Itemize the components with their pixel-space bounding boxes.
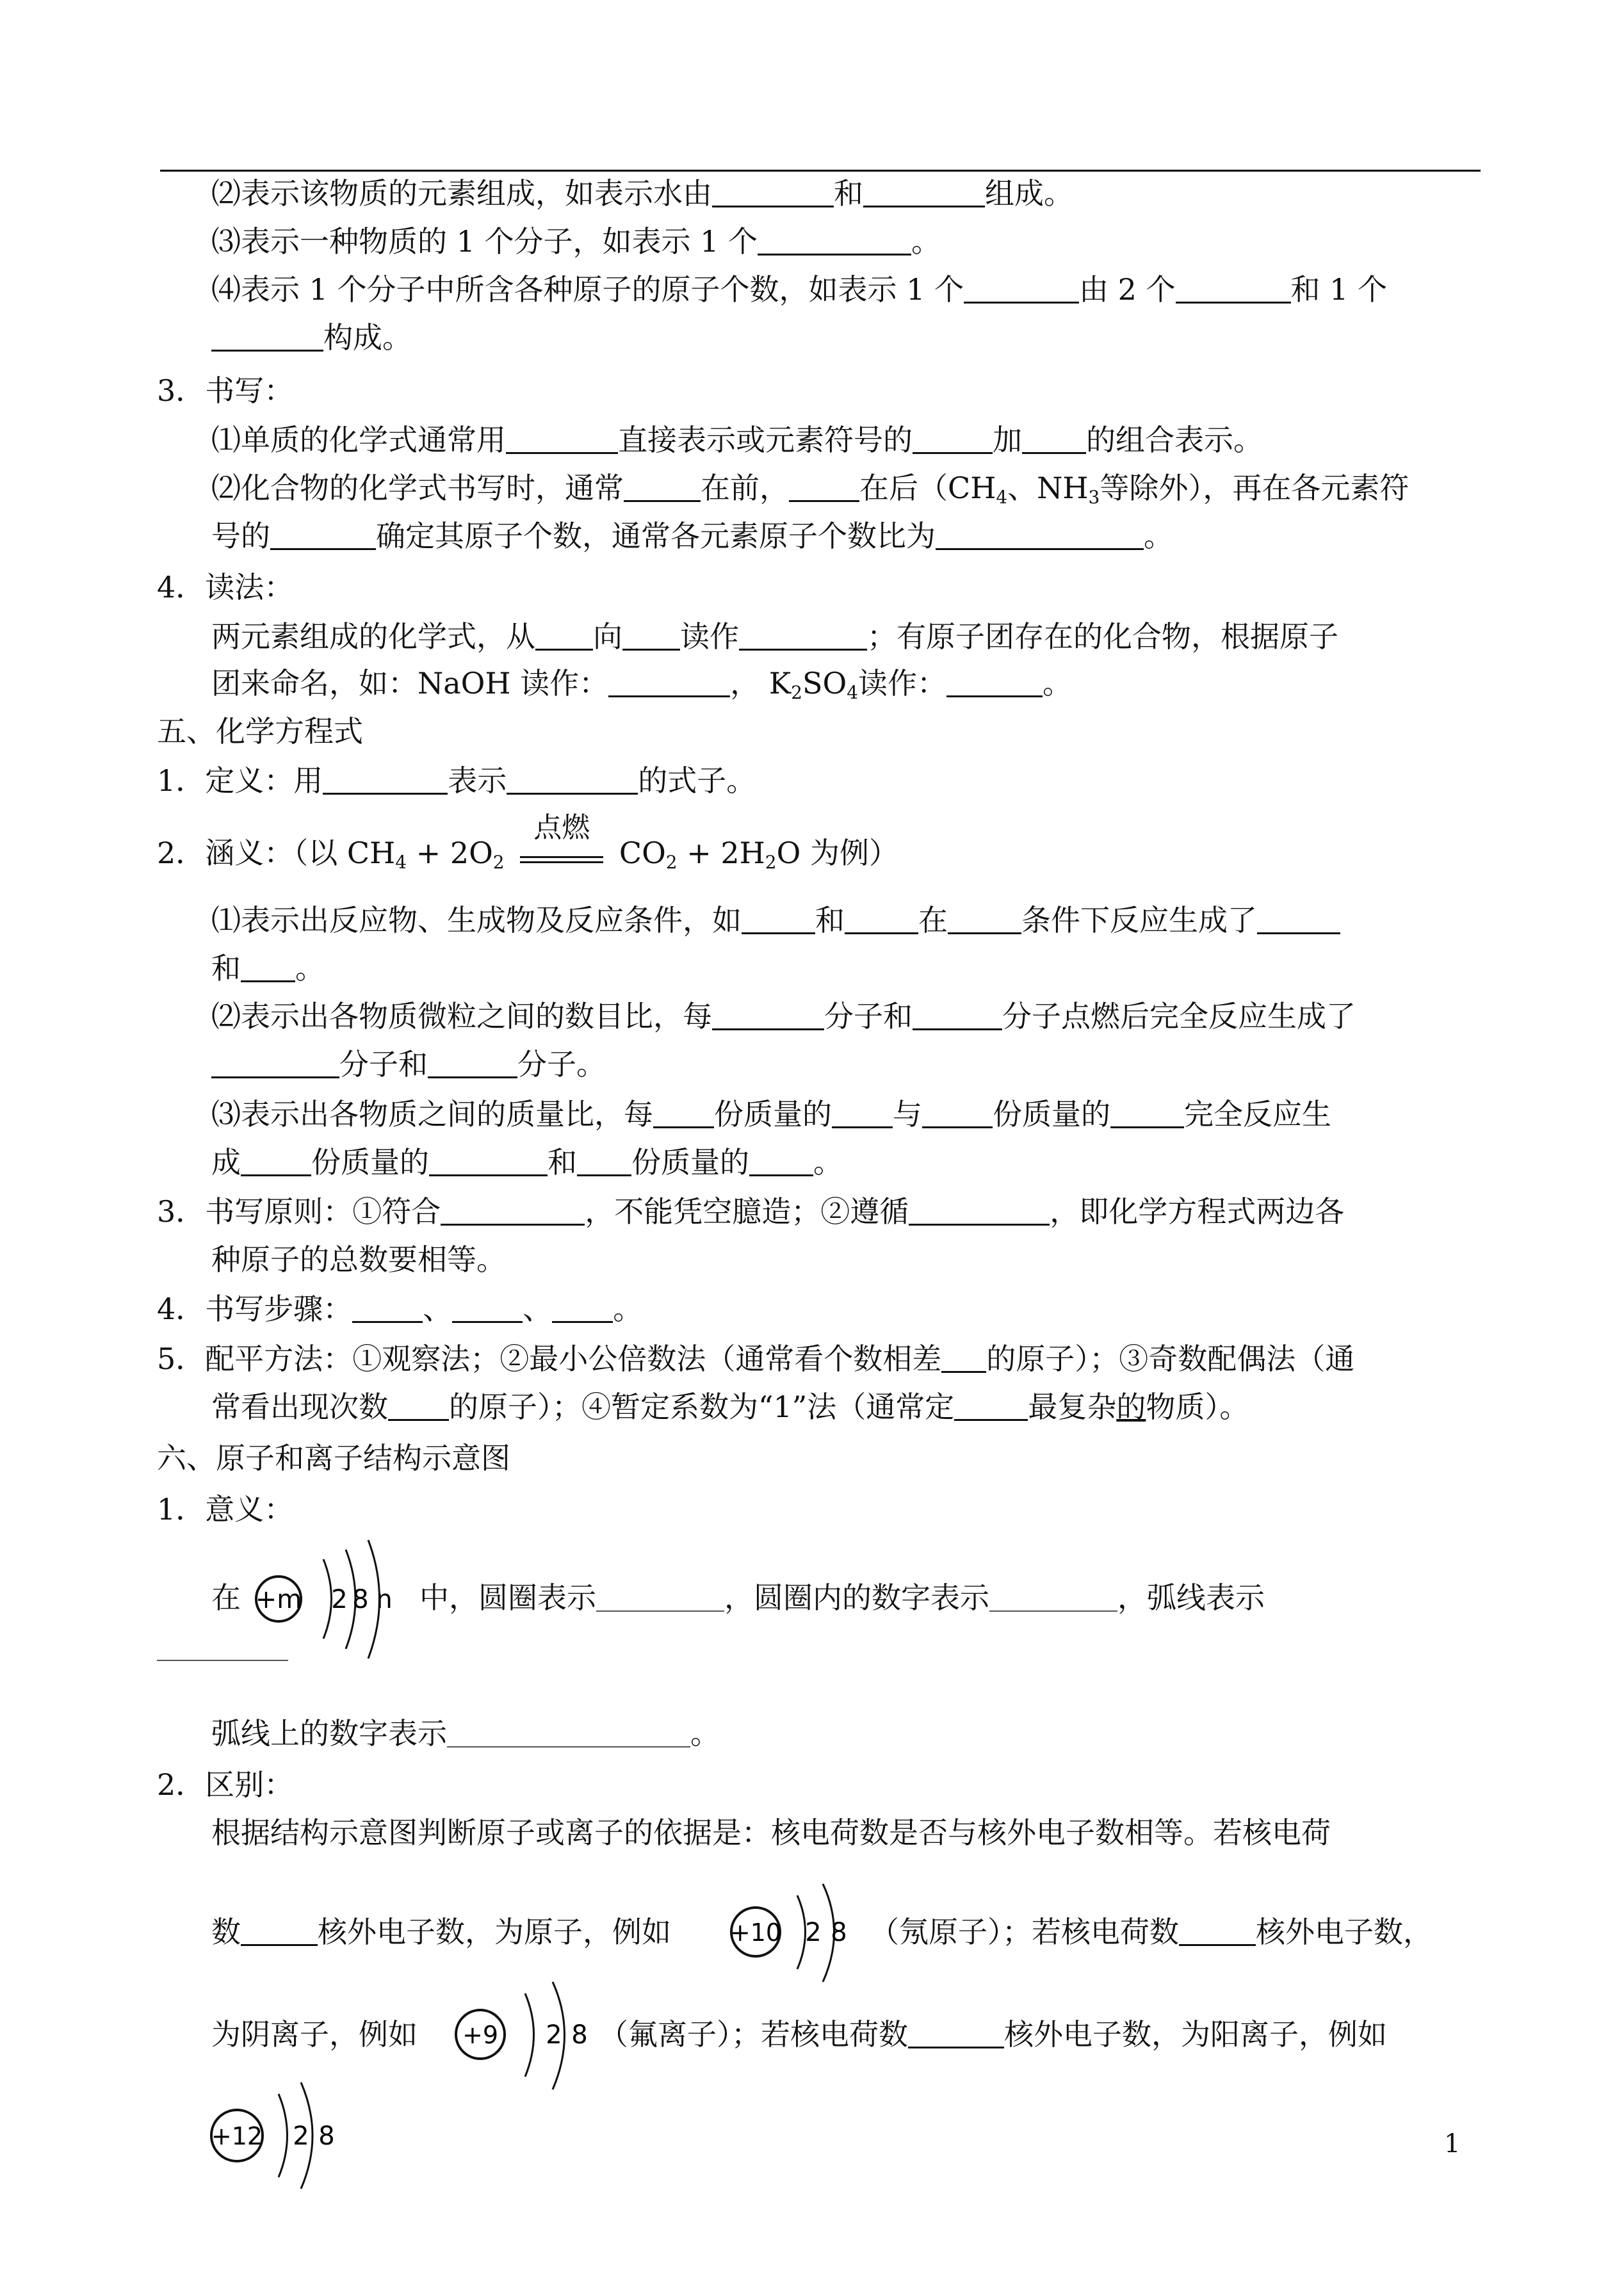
svg-text:8: 8 [571, 2020, 588, 2050]
blank[interactable] [742, 904, 815, 934]
sec5-m3b: 成 份质量的 和 份质量的 。 [211, 1145, 843, 1180]
reaction-arrow: 点燃 [520, 837, 603, 863]
svg-text:2: 2 [293, 2121, 309, 2151]
blank[interactable] [863, 177, 985, 207]
svg-text:+m: +m [255, 1585, 302, 1614]
blank[interactable] [270, 520, 376, 550]
svg-text:2: 2 [331, 1585, 348, 1614]
sec6-diff-title: 2．区别： [157, 1767, 294, 1802]
magnesium-ion-diagram [199, 2068, 352, 2203]
sec5-balance: 5．配平方法：①观察法；②最小公倍数法（通常看个数相差 的原子）；③奇数配偶法（通 [157, 1342, 1355, 1376]
blank[interactable] [1022, 424, 1086, 454]
svg-text:8: 8 [318, 2121, 335, 2151]
blank[interactable] [552, 1293, 613, 1323]
svg-text:+12: +12 [211, 2122, 263, 2150]
blank[interactable] [241, 1146, 311, 1176]
blank[interactable] [712, 1000, 824, 1030]
line-4-4: ⑷表示 1 个分子中所含各种原子的原子个数，如表示 1 个 由 2 个 和 1 个 [211, 272, 1388, 307]
sec5-principle: 3．书写原则：①符合 ，不能凭空臆造；②遵循 ，即化学方程式两边各 [157, 1194, 1345, 1229]
heading-write: 3．书写： [157, 373, 294, 408]
line-4-3: ⑶表示一种物质的 1 个分子，如表示 1 个 。 [211, 224, 941, 259]
blank[interactable] [429, 1146, 548, 1176]
blank[interactable] [908, 2018, 1004, 2048]
sec5-m3: ⑶表示出各物质之间的质量比，每 份质量的 与 份质量的 完全反应生 [211, 1097, 1331, 1131]
sec5-m1b: 和 。 [211, 951, 325, 985]
blank[interactable] [608, 667, 730, 697]
blank[interactable] [323, 765, 448, 795]
read-line-1: 两元素组成的化学式，从 向 读作 ；有原子团存在的化合物，根据原子 [211, 619, 1338, 654]
svg-text:8: 8 [831, 1918, 847, 1947]
blank[interactable] [241, 952, 295, 982]
blank[interactable] [758, 225, 911, 255]
sec6-blank-row [157, 1626, 288, 1667]
write-line-1: ⑴单质的化学式通常用 直接表示或元素符号的 加 的组合表示。 [211, 423, 1263, 457]
blank[interactable] [1176, 273, 1291, 304]
blank[interactable] [1110, 1098, 1184, 1128]
blank[interactable] [211, 321, 323, 352]
blank[interactable] [909, 1196, 1050, 1226]
blank[interactable] [739, 620, 867, 651]
svg-text:n: n [376, 1585, 393, 1614]
blank[interactable] [845, 904, 918, 934]
fluoride-ion-diagram [445, 1969, 599, 2104]
svg-text:+10: +10 [729, 1918, 782, 1947]
blank[interactable] [712, 177, 834, 207]
blank[interactable] [954, 1391, 1028, 1421]
blank[interactable] [922, 1098, 993, 1128]
blank[interactable] [428, 1048, 517, 1078]
blank[interactable] [653, 1098, 714, 1128]
svg-text:8: 8 [352, 1585, 369, 1614]
sec6-diff-line-2: 数 核外电子数，为原子，例如 [211, 1915, 671, 1949]
blank[interactable] [241, 1916, 318, 1946]
sec6-meaning-title: 1．意义： [157, 1492, 294, 1527]
heading-sec5: 五、化学方程式 [157, 714, 363, 749]
sec5-m2b: 分子和 分子。 [211, 1044, 606, 1085]
svg-text:2: 2 [805, 1918, 822, 1947]
blank[interactable] [946, 667, 1043, 697]
blank[interactable] [388, 1391, 449, 1421]
sec5-m2: ⑵表示出各物质微粒之间的数目比，每 分子和 分子点燃后完全反应生成了 [211, 999, 1356, 1034]
blank[interactable] [452, 1293, 523, 1323]
sec5-meaning: 2．涵义：（以 $CH_4 + 2O_2$ 点燃 $CO_2 + 2H_2O$ 为例） [157, 811, 898, 873]
blank[interactable] [989, 1582, 1117, 1612]
blank[interactable] [211, 1048, 339, 1078]
sec5-steps: 4．书写步骤： 、 、 。 [157, 1292, 643, 1326]
blank[interactable] [507, 765, 638, 795]
svg-text:+9: +9 [462, 2021, 499, 2049]
sec5-definition: 1．定义：用 表示 的式子。 [157, 763, 756, 798]
heading-read: 4．读法： [157, 570, 294, 604]
blank[interactable] [1179, 1916, 1256, 1946]
sec5-principle-b: 种原子的总数要相等。 [211, 1242, 506, 1277]
blank[interactable] [535, 620, 593, 651]
write-line-2: ⑵化合物的化学式书写时，通常 在前， 在后（$CH_4$、$NH_3$等除外），再在各元素符 [211, 471, 1409, 508]
sec5-balance-b: 常看出现次数 的原子）；④暂定系数为“1”法（通常定 最复杂的物质）。 [211, 1390, 1249, 1424]
blank[interactable] [622, 620, 680, 651]
line-4-4b: 构成。 [211, 317, 412, 358]
sec6-diff-line-3b: （氟离子）；若核电荷数 核外电子数，为阳离子，例如 [599, 2017, 1387, 2052]
sec5-m1: ⑴表示出反应物、生成物及反应条件，如 和 在 条件下反应生成了 [211, 900, 1340, 941]
blank[interactable] [352, 1293, 423, 1323]
blank[interactable] [1257, 904, 1340, 934]
svg-text:2: 2 [546, 2020, 562, 2050]
page-number: 1 [1444, 2129, 1461, 2159]
read-line-2: 团来命名，如：NaOH 读作： ， $K_2SO_4$读作： 。 [211, 666, 1073, 703]
sec6-diff-line-2b: （氖原子）；若核电荷数 核外电子数， [870, 1915, 1433, 1949]
blank[interactable] [577, 1146, 631, 1176]
header-rule [160, 170, 1481, 172]
blank[interactable] [964, 273, 1079, 304]
blank[interactable] [789, 472, 859, 502]
blank[interactable] [447, 1718, 690, 1748]
blank[interactable] [832, 1098, 893, 1128]
blank[interactable] [624, 472, 701, 502]
line-4-2: ⑵表示该物质的元素组成，如表示水由 和 组成。 [211, 176, 1073, 211]
blank[interactable] [157, 1632, 288, 1661]
sec6-meaning-line: 在 [211, 1580, 241, 1615]
heading-sec6: 六、原子和离子结构示意图 [157, 1441, 510, 1475]
write-line-3: 号的 确定其原子个数，通常各元素原子个数比为 。 [211, 519, 1173, 553]
sec6-meaning-line-b: 中，圆圈表示 ，圆圈内的数字表示 ，弧线表示 [419, 1580, 1265, 1615]
blank[interactable] [936, 520, 1144, 550]
sec6-diff-line-1: 根据结构示意图判断原子或离子的依据是：核电荷数是否与核外电子数相等。若核电荷 [211, 1815, 1331, 1850]
blank[interactable] [941, 1343, 986, 1373]
blank[interactable] [596, 1582, 724, 1612]
blank[interactable] [913, 424, 993, 454]
blank[interactable] [506, 424, 618, 454]
blank[interactable] [749, 1146, 813, 1176]
neon-atom-diagram [720, 1870, 865, 1998]
sec6-diff-line-3: 为阴离子，例如 [211, 2017, 418, 2052]
blank[interactable] [913, 1000, 1002, 1030]
blank[interactable] [948, 904, 1021, 934]
blank[interactable] [441, 1196, 585, 1226]
sec6-meaning-line-2: 弧线上的数字表示 。 [211, 1716, 720, 1751]
